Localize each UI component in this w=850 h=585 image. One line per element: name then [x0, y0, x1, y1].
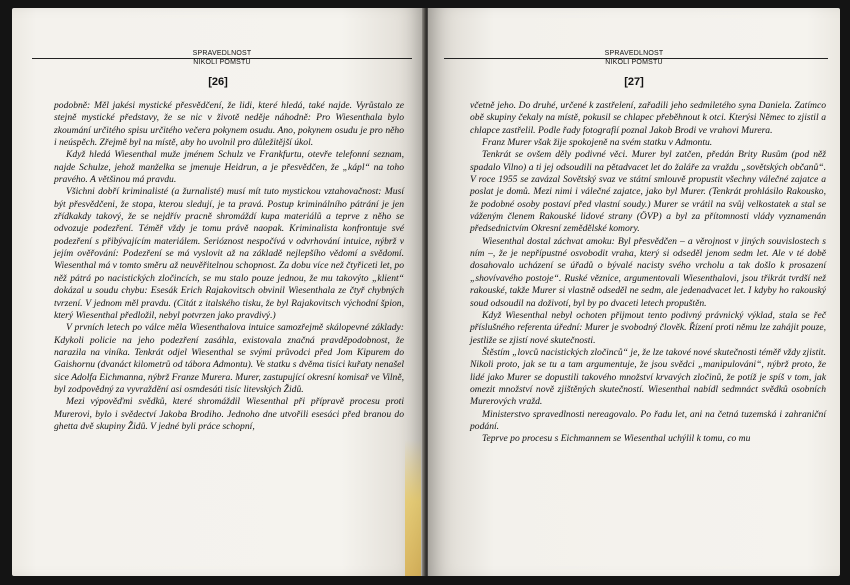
- paragraph: Franz Murer však žije spokojeně na svém statku v Admontu.: [482, 137, 713, 149]
- running-head: [594, 50, 674, 67]
- paragraph: Když Wiesenthal nebyl ochoten přijmout tento podivný právnický výklad, stala se řeč příslušného referenta úřední: Murer je svobodný člověk. Řízení proti němu lze zahájit pouze, jestliže se zjistí nové skutečnosti.: [470, 309, 826, 346]
- running-head: [182, 50, 262, 67]
- paragraph: Štěstím „lovců nacistických zločinců“ je, že lze takové nové skutečnosti téměř vždy zjistit. Nikoli proto, jak se tu a tam argumentuje, že jsou svědci „manipulováni“, nýbrž proto, že lidé jako Murer se dopustili takového množství krvavých zločinů, že potíž je spíš v tom, jak omezit množství nově zjištěných skutečností. Wiesenthal nabídl sedmnáct svědků osobních Murerových vražd.: [470, 346, 826, 408]
- right-page: [428, 8, 840, 576]
- body-text: [54, 100, 404, 433]
- body-text: [470, 100, 826, 446]
- paragraph: podobně: Měl jakési mystické přesvědčení, že lidi, které hledá, také najde. Vyrůstalo ze stejně mystické představy, že se nic v životě neděje náhodně: Pro Wiesenthala bylo zkoumání určitého spisu určitého večera pokynem osudu. Ano, pokynem osudu je pro něho i neúspěch. Zřejmě byl na místě, aby ho uvolnil pro důležitější úkol.: [54, 100, 404, 149]
- header-rule: [444, 58, 828, 59]
- running-head-subtitle: NIKOLI POMSTU: [605, 59, 663, 66]
- paragraph: Wiesenthal dostal záchvat amoku: Byl přesvědčen – a věrojnost v jiných souvislostech s ním –, že je nepřípustné osvobodit vraha, který si odseděl jenom sedm let. Ale v té době dosahovalo ucházení se úřadů o bývalé nacisty svého vrcholu a tak došlo k prosazení „shovívavého postoje“. Ruské věznice, argumentovali Wiesenthalovi, jsou třikrát tvrdší než rakouské, takže Murer si vlastně odseděl ne sedm, ale jedenadvacet let. I kdyby ho rakouský soud odsoudil na doživotí, byl by po dvaceti letech propuštěn.: [470, 235, 826, 309]
- running-head-title: SPRAVEDLNOST: [192, 50, 252, 57]
- running-head-title: SPRAVEDLNOST: [604, 50, 664, 57]
- page-number: [27]: [624, 76, 644, 88]
- paragraph: včetně jeho. Do druhé, určené k zastřelení, zařadili jeho sedmiletého syna Daniela. Zatímco obě skupiny čekaly na místě, pokusil se chlapec přeběhnout k otci. Kterýsi Němec to zjistil a chlapce zastřelil. Podle řady fotografií poznal Jakob Brodi ve vrahovi Murera.: [470, 100, 826, 136]
- paragraph: V prvních letech po válce měla Wiesenthalova intuice samozřejmě skálopevné základy: Kdykoli policie na jeho podezření zasáhla, existovala značná pravděpodobnost, že narazila na viníka. Tenkrát odjel Wiesenthal se svými průvodci před Jom Kipurem do Gaishornu (dvanáct kilometrů od tábora Admontu). Ve statku s dvěma tisíci kuřaty nenašel sice Adolfa Eichmanna, nýbrž Franze Murera. Murer, zastupující okresní komisař ve Vilně, byl zodpovědný za vyvraždění asi osmdesáti tisíc litevských Židů.: [54, 322, 404, 395]
- paragraph: Všichni dobří kriminalisté (a žurnalisté) musí mít tuto mystickou vztahovačnost: Musí být přesvědčeni, že stopa, kterou sledují, je ta pravá. Postup kriminálního pátrání je jen zřídkakdy takový, že se nejdřív pracně shromáždí kupa materiálů a teprve z něho se odvozuje podezření. Téměř vždy je tomu právě naopak. Kriminalista konfrontuje své podezření s přibývajícím materiálem. Serióznost nespočívá v odvrhování intuice, nýbrž v jejím ověřování: Podezření se má vyslovit až na základě nejlepšího vědomí a svědomí. Wiesenthal má v tomto směru až neuvěřitelnou schopnost. Za dobu více než čtyřiceti let, po něž pátrá po nacistických zločincích, se mu stalo pouze jednou, že mu takovýto „klient“ dokázal u soudu chybu: Esesák Erich Rajakovitsch obvinil Wiesenthala ze čtyř chybných tvrzení. V jednom měl pravdu. (Citát z italského tisku, že byl Rajakovitsch východní špion, který Wiesenthal předložil, nebyl potvrzen jako pravdivý.): [54, 186, 404, 321]
- paragraph: Ministerstvo spravedlnosti nereagovalo. Po řadu let, ani na četná tuzemská i zahraniční podání.: [470, 408, 826, 432]
- header-rule: [32, 58, 412, 59]
- running-head-subtitle: NIKOLI POMSTU: [193, 59, 251, 66]
- paragraph: Teprve po procesu s Eichmannem se Wiesenthal uchýlil k tomu, co mu: [482, 433, 751, 445]
- paragraph: Tenkrát se ovšem děly podivné věci. Murer byl zatčen, předán Brity Rusům (pod něž spadalo Vilno) a ti jej odsoudili na pětadvacet let do žaláře za vraždu „sovětských občanů“. V roce 1955 se zavázal Sovětský svaz ve státní smlouvě propustit všechny válečné zajatce a poslat je domů. Mezi nimi i válečné zajatce, jako byl Murer. (Tenkrát prohlásilo Rakousko, že podobné osoby postaví před vlastní soudy.) Murer se vrátil na svůj velkostatek a stal se váženým členem Rakouské lidové strany (ÖVP) a byl za přítomnosti vlády vyznamenán předsednictvím Okresní zemědělské komory.: [470, 149, 826, 235]
- paragraph: Mezi výpověďmi svědků, které shromáždil Wiesenthal při přípravě procesu proti Murerovi, bylo i svědectví Jakoba Brodiho. Jednoho dne utvořili esesáci před branou do ghetta dvě skupiny Židů. V jedné byli práce schopní,: [54, 396, 404, 432]
- bookmark-ribbon: [405, 440, 421, 576]
- page-number: [26]: [208, 76, 228, 88]
- paragraph: Když hledá Wiesenthal muže jménem Schulz ve Frankfurtu, otevře telefonní seznam, najde Schulze, jehož manželka se jmenuje Heidrun, a je přesvědčen, že „kápl“ na toho pravého. A většinou má pravdu.: [54, 149, 404, 186]
- left-page: [12, 8, 424, 576]
